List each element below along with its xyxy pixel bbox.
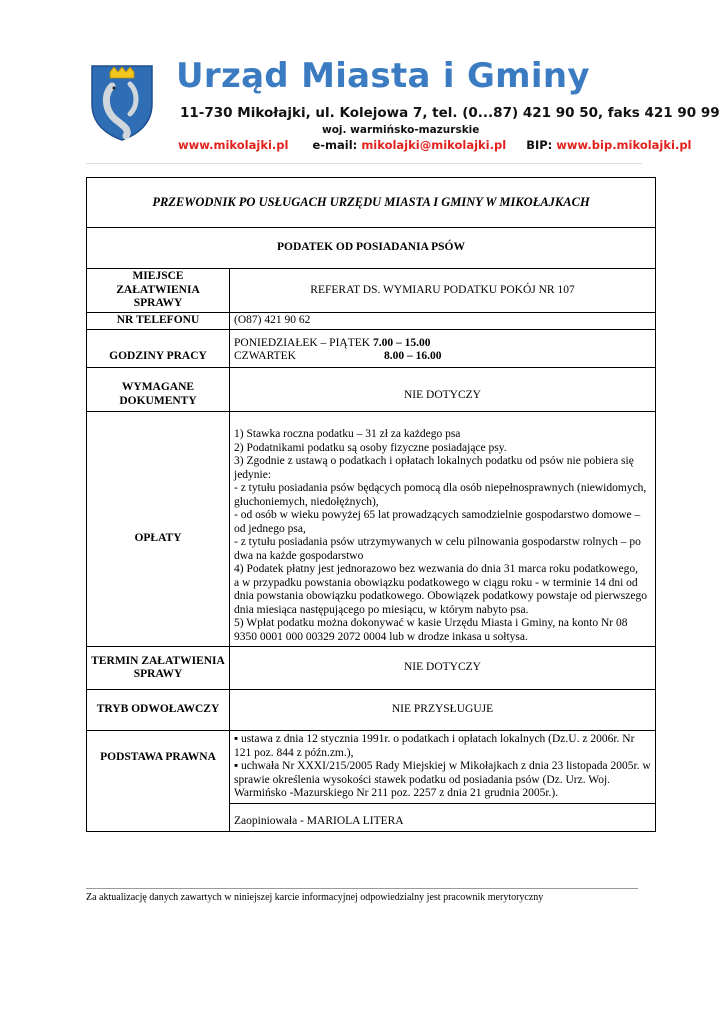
fee-line: 2) Podatnikami podatku są osoby fizyczne posiadające psy. [234, 441, 507, 454]
fee-line: - z tytułu posiadania psów będących pomocą dla osób niepełnosprawnych (niewidomych, głuchoniemych, niedołężnych), [234, 482, 647, 508]
fee-line: 4) Podatek płatny jest jednorazowo bez wezwania do dnia 31 marca roku podatkowego, [234, 563, 638, 575]
fee-line: 3) Zgodnie z ustawą o podatkach i opłatach lokalnych podatku od psów nie pobiera się jedynie: [234, 455, 634, 481]
hours-line-weekdays: PONIEDZIAŁEK – PIĄTEK 7.00 – 15.00 [234, 336, 431, 349]
footer-note: Za aktualizację danych zawartych w niniejszej karcie informacyjnej odpowiedzialny jest pracownik merytoryczny [86, 892, 544, 903]
office-address: 11-730 Mikołajki, ul. Kolejowa 7, tel. (0...87) 421 90 50, faks 421 90 99 [180, 105, 720, 121]
fee-line: 5) Wpłat podatku można dokonywać w kasie Urzędu Miasta i Gminy, na konto Nr 08 9350 0001 000 00329 2072 0004 lub w drodze inkasa u sołtysa. [234, 617, 628, 643]
phone-value: (O87) 421 90 62 [230, 313, 656, 330]
header-divider [86, 163, 642, 164]
document-subtitle: PODATEK OD POSIADANIA PSÓW [87, 228, 656, 269]
fee-line: a w przypadku powstania obowiązku podatkowego w ciągu roku - w terminie 14 dni od dnia powstania obowiązku podatkowego. Obowiązek podatkowy powstaje od pierwszego dnia miesiąca następującego po miesiącu, w którym nabyto psa. [234, 576, 647, 616]
documents-value: NIE DOTYCZY [230, 368, 656, 412]
letterhead [86, 52, 720, 164]
approval-note: Zaopiniowała - MARIOLA LITERA [230, 803, 656, 831]
place-label: MIEJSCE ZAŁATWIENIA SPRAWY [87, 269, 230, 313]
bip-link[interactable]: www.bip.mikolajki.pl [556, 138, 692, 152]
footer-divider [86, 888, 638, 889]
fee-line: 1) Stawka roczna podatku – 31 zł za każdego psa [234, 428, 461, 440]
documents-label: WYMAGANE DOKUMENTY [87, 368, 230, 412]
office-name: Urząd Miasta i Gminy [176, 56, 590, 96]
coat-of-arms-icon [90, 64, 154, 142]
email-link[interactable]: mikolajki@mikolajki.pl [361, 138, 507, 152]
document-title: PRZEWODNIK PO USŁUGACH URZĘDU MIASTA I GMINY W MIKOŁAJKACH [87, 178, 656, 228]
hours-label: GODZINY PRACY [87, 330, 230, 368]
appeal-label: TRYB ODWOŁAWCZY [87, 690, 230, 731]
office-region: woj. warmińsko-mazurskie [322, 124, 480, 136]
place-value: REFERAT DS. WYMIARU PODATKU POKÓJ NR 107 [230, 269, 656, 313]
bip-label: BIP: [526, 138, 553, 152]
website-link[interactable]: www.mikolajki.pl [178, 138, 289, 152]
email-label: e-mail: [312, 138, 358, 152]
contact-links [178, 138, 692, 152]
service-guide-table [86, 177, 656, 832]
deadline-label: TERMIN ZAŁATWIENIA SPRAWY [87, 647, 230, 690]
fee-line: - od osób w wieku powyżej 65 lat prowadzących samodzielnie gospodarstwo domowe – od jednego psa, [234, 509, 641, 535]
phone-label: NR TELEFONU [87, 313, 230, 330]
fee-line: - z tytułu posiadania psów utrzymywanych w celu pilnowania gospodarstw rolnych – po dwa na każde gospodarstwo [234, 536, 641, 562]
legal-line: ▪ ustawa z dnia 12 stycznia 1991r. o podatkach i opłatach lokalnych (Dz.U. z 2006r. Nr 121 poz. 844 z późn.zm.), [234, 733, 635, 759]
fees-value [230, 412, 656, 647]
legal-basis-label: PODSTAWA PRAWNA [87, 731, 230, 832]
appeal-value: NIE PRZYSŁUGUJE [230, 690, 656, 731]
hours-line-thursday: CZWARTEK 8.00 – 16.00 [234, 350, 442, 362]
fees-label: OPŁATY [87, 412, 230, 647]
deadline-value: NIE DOTYCZY [230, 647, 656, 690]
hours-value [230, 330, 656, 368]
legal-basis-value [230, 731, 656, 804]
legal-line: ▪ uchwała Nr XXXI/215/2005 Rady Miejskiej w Mikołajkach z dnia 23 listopada 2005r. w sprawie określenia wysokości stawek podatku od posiadania psów (Dz. Urz. Woj. Warmińsko -Mazurskiego Nr 211 poz. 2257 z dnia 21 grudnia 2005r.). [234, 760, 651, 799]
